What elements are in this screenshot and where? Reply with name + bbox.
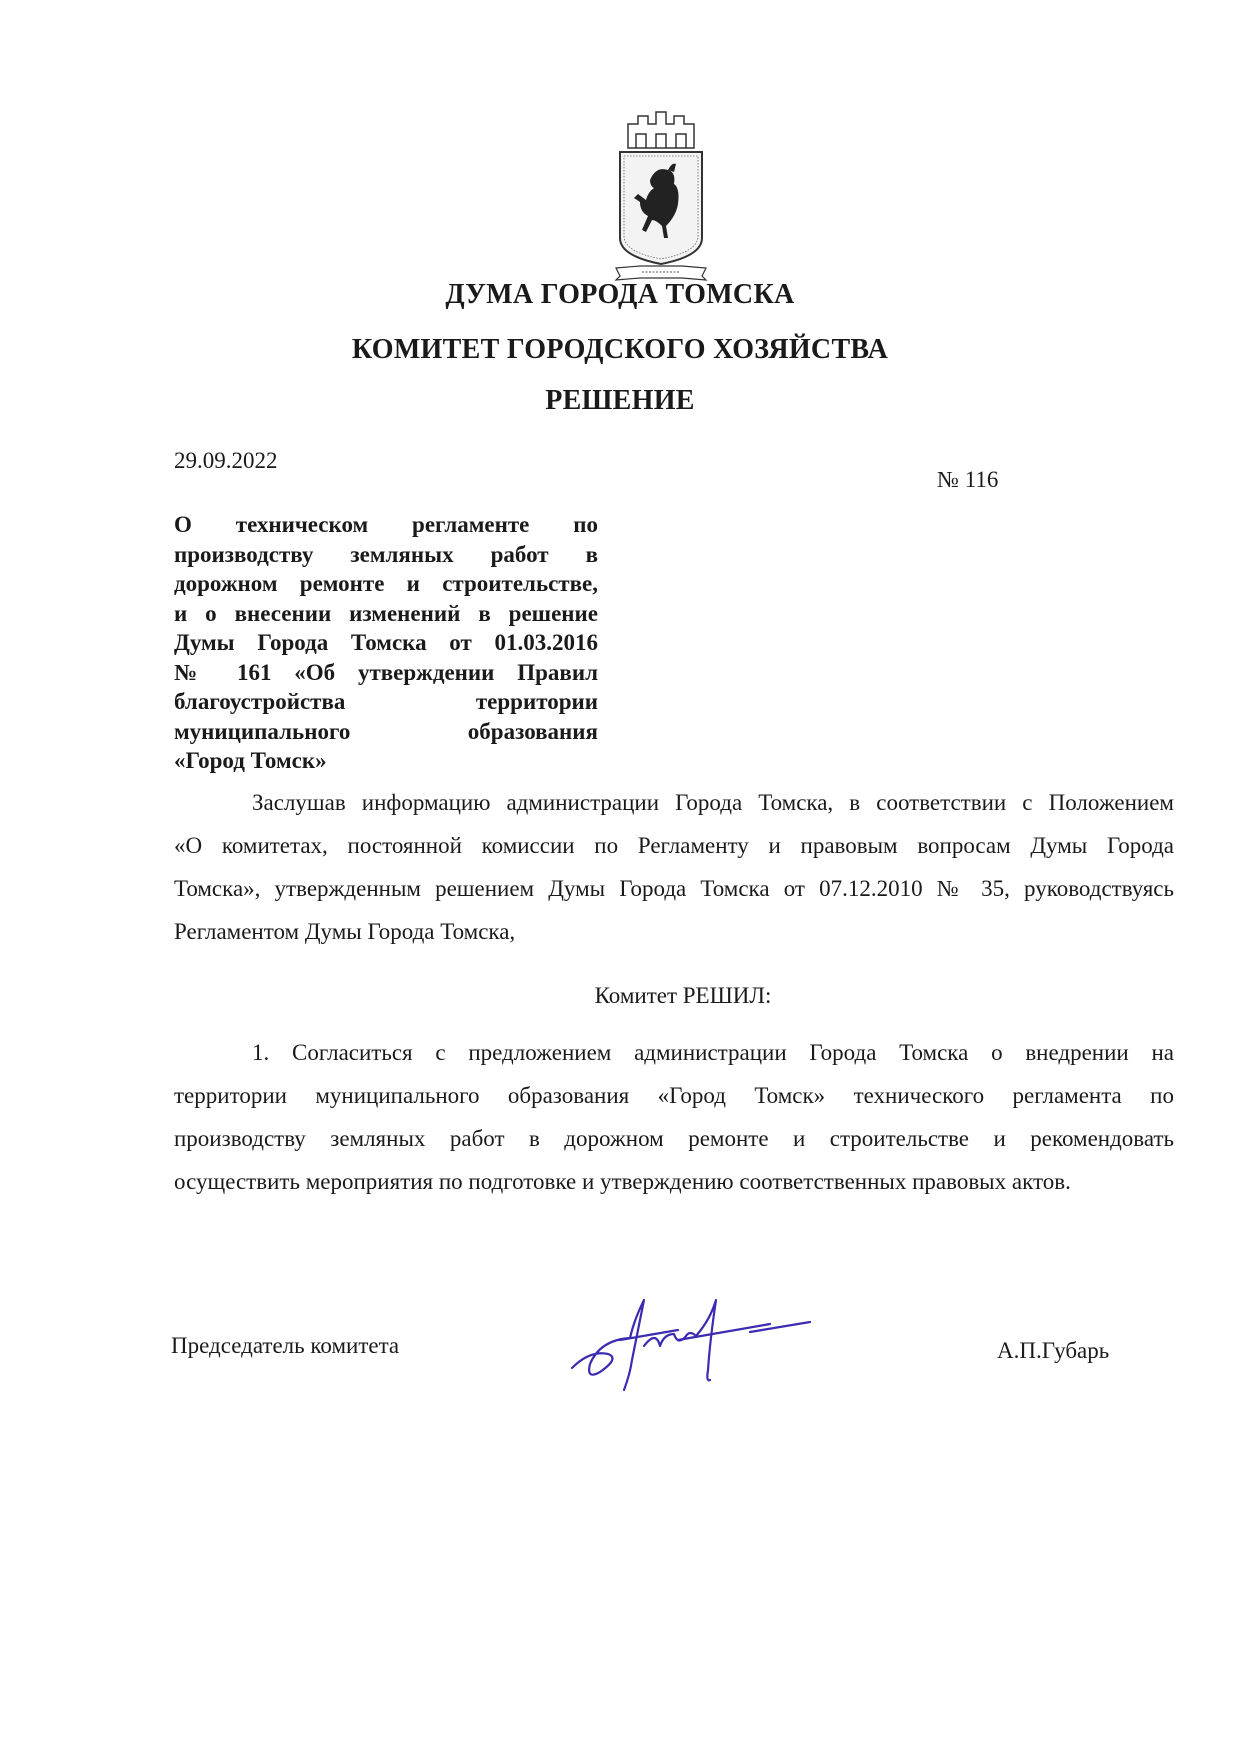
document-type-title: РЕШЕНИЕ (545, 385, 695, 416)
subject-line: муниципального образования (174, 718, 598, 744)
preamble-line: «О комитетах, постоянной комиссии по Регламенту и правовым вопросам Думы Города (174, 833, 1174, 858)
tomsk-coat-of-arms-icon (606, 108, 716, 284)
resolution-item-1 (174, 1031, 1174, 1203)
subject-line: благоустройства территории (174, 689, 598, 714)
preamble-line: Томска», утвержденным решением Думы Города Томска от 07.12.2010 № 35, руководствуясь (174, 876, 1174, 901)
preamble-line: Заслушав информацию администрации Города Томска, в соответствии с Положением (252, 790, 1174, 815)
decision-date: 29.09.2022 (174, 448, 278, 473)
handwritten-signature (560, 1280, 840, 1405)
subject-line: Думы Города Томска от 01.03.2016 (174, 630, 598, 655)
resolution-line: территории муниципального образования «Город Томск» технического регламента по (174, 1083, 1174, 1108)
subject-line: дорожном ремонте и строительстве, (174, 571, 598, 596)
signer-name: А.П.Губарь (997, 1338, 1110, 1363)
preamble-paragraph (174, 781, 1174, 953)
resolution-line: 1. Согласиться с предложением администрации Города Томска о внедрении на (252, 1040, 1174, 1065)
subject-line: № 161 «Об утверждении Правил (174, 659, 598, 685)
subject-line: производству земляных работ в (174, 541, 598, 567)
signer-role: Председатель комитета (171, 1333, 400, 1358)
organization-title: ДУМА ГОРОДА ТОМСКА (445, 279, 795, 310)
subject-line: и о внесении изменений в решение (174, 600, 598, 626)
resolution-line: осуществить мероприятия по подготовке и утверждению соответственных правовых актов. (174, 1169, 1071, 1194)
preamble-line: Регламентом Думы Города Томска, (174, 919, 516, 944)
subject-line: О техническом регламенте по (174, 512, 598, 537)
committee-title: КОМИТЕТ ГОРОДСКОГО ХОЗЯЙСТВА (351, 334, 889, 365)
subject-line: «Город Томск» (174, 748, 327, 773)
resolution-line: производству земляных работ в дорожном ремонте и строительстве и рекомендовать (174, 1126, 1174, 1151)
decision-subject (174, 510, 598, 776)
decided-label: Комитет РЕШИЛ: (594, 983, 772, 1008)
decision-number: № 116 (937, 467, 999, 492)
